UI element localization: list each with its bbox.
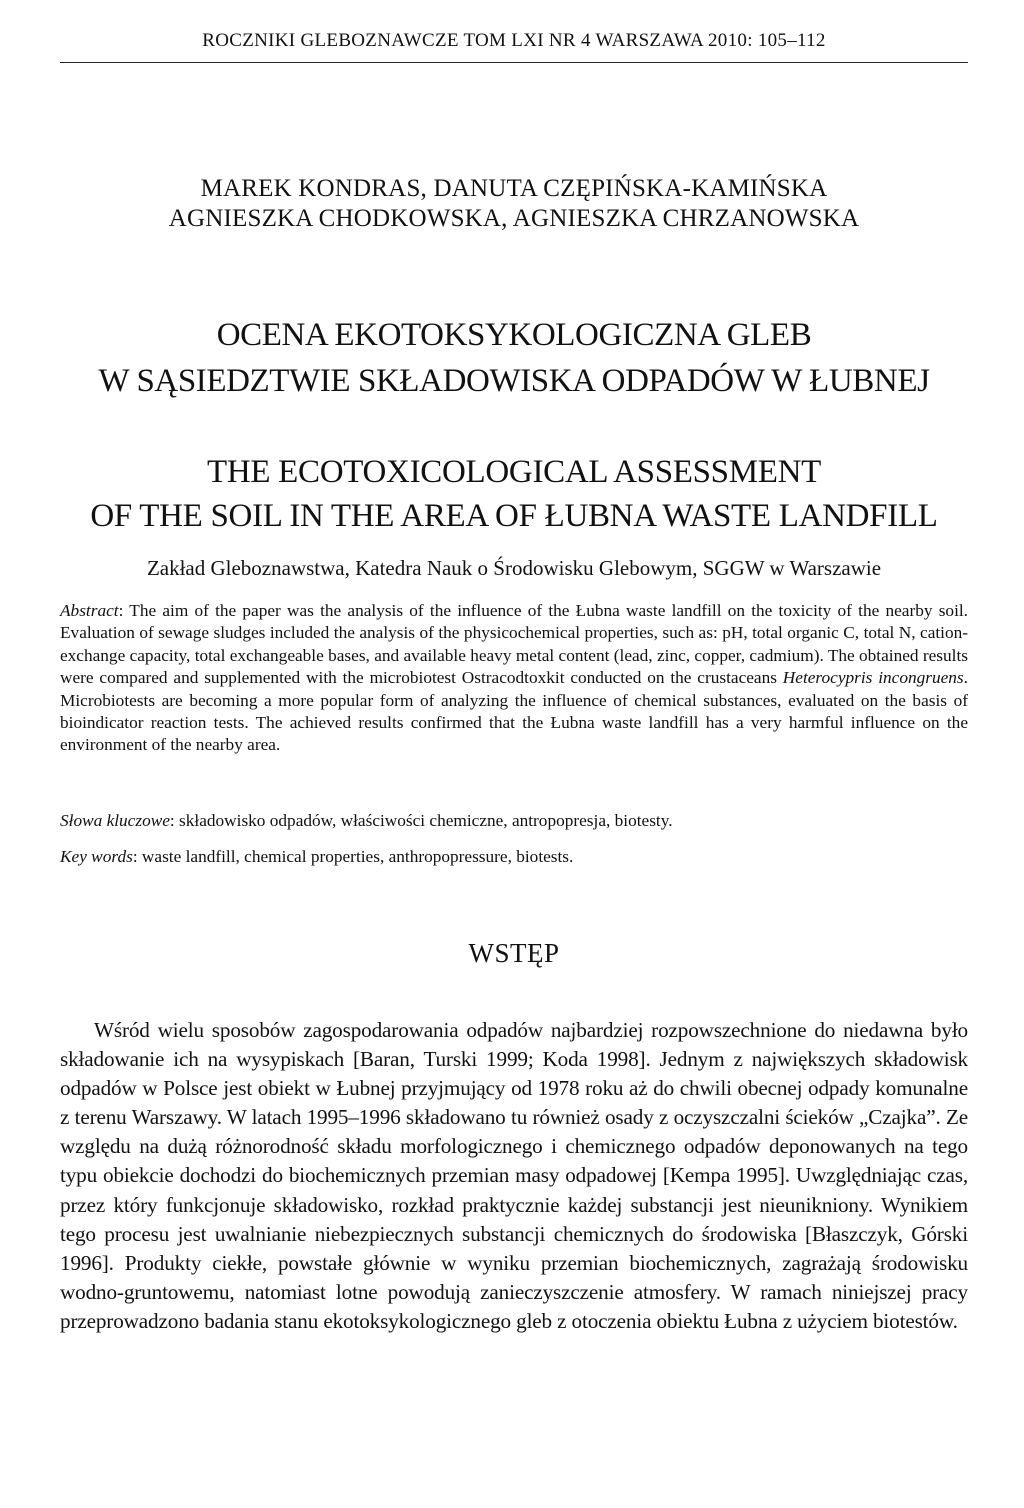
author-line-1: MAREK KONDRAS, DANUTA CZĘPIŃSKA-KAMIŃSKA bbox=[200, 175, 828, 202]
keywords-polish-label: Słowa kluczowe bbox=[60, 811, 170, 830]
abstract-text-part-1: : The aim of the paper was the analysis of the influence of the Łubna waste landfill on the toxicity of the nearby soil. Evaluation of sewage sludges included the analysis of the physicochemical properties, such as: pH, total organic C, total N, cation-exchange capacity, total exchangeable bases, and available heavy metal content (lead, zinc, copper, cadmium). The obtained results were compared and supplemented with the microbiotest Ostracodtoxkit conducted on the crustaceans bbox=[60, 601, 968, 688]
header-rule bbox=[60, 62, 968, 63]
section-heading: WSTĘP bbox=[468, 938, 560, 968]
abstract-text-part-2: . Microbiotests are becoming a more popular form of analyzing the influence of chemical substances, evaluated on the basis of bioindicator reaction tests. The achieved results confirmed that the Łubna waste landfill has a very harmful influence on the environment of the nearby area. bbox=[60, 668, 968, 755]
keywords-english-label: Key words bbox=[60, 847, 133, 866]
title-polish bbox=[40, 312, 988, 404]
author-list bbox=[60, 174, 968, 234]
keywords-english bbox=[60, 846, 968, 868]
title-polish-line-1: OCENA EKOTOKSYKOLOGICZNA GLEB bbox=[216, 317, 812, 353]
keywords-english-text: : waste landfill, chemical properties, anthropopressure, biotests. bbox=[132, 847, 574, 866]
author-line-2: AGNIESZKA CHODKOWSKA, AGNIESZKA CHRZANOWSKA bbox=[168, 205, 860, 232]
title-english-line-2: OF THE SOIL IN THE AREA OF ŁUBNA WASTE LANDFILL bbox=[90, 498, 938, 534]
title-polish-line-2: W SĄSIEDZTWIE SKŁADOWISKA ODPADÓW W ŁUBNEJ bbox=[98, 363, 930, 399]
keywords-polish bbox=[60, 810, 968, 832]
running-head: ROCZNIKI GLEBOZNAWCZE TOM LXI NR 4 WARSZAWA 2010: 105–112 bbox=[202, 30, 826, 51]
title-english-line-1: THE ECOTOXICOLOGICAL ASSESSMENT bbox=[206, 454, 822, 490]
keywords-polish-text: : składowisko odpadów, właściwości chemiczne, antropopresja, biotesty. bbox=[169, 811, 673, 830]
introduction-paragraph: Wśród wielu sposobów zagospodarowania odpadów najbardziej rozpowszechnione do niedawna było składowanie ich na wysypiskach [Baran, Turski 1999; Koda 1998]. Jednym z największych składowisk odpadów w Polsce jest obiekt w Łubnej przyjmujący od 1978 roku aż do chwili obecnej odpady komunalne z terenu Warszawy. W latach 1995–1996 składowano tu również osady z oczyszczalni ścieków „Czajka”. Ze względu na dużą różnorodność składu morfologicznego i chemicznego odpadów deponowanych na tego typu obiekcie dochodzi do biochemicznych przemian masy odpadowej [Kempa 1995]. Uwzględniając czas, przez który funkcjonuje składowisko, rozkład praktycznie każdej substancji jest nieunikniony. Wynikiem tego procesu jest uwalnianie niebezpiecznych substancji chemicznych do środowiska [Błaszczyk, Górski 1996]. Produkty ciekłe, powstałe głównie w wyniku przemian biochemicznych, zagrażają środowisku wodno-gruntowemu, natomiast lotne powodują zanieczyszczenie atmosfery. W ramach niniejszej pracy przeprowadzono badania stanu ekotoksykologicznego gleb z otoczenia obiektu Łubna z użyciem biotestów. bbox=[60, 1018, 968, 1333]
abstract-species-name: Heterocypris incongruens bbox=[782, 668, 964, 688]
title-english bbox=[40, 450, 988, 538]
abstract bbox=[60, 600, 968, 757]
affiliation: Zakład Gleboznawstwa, Katedra Nauk o Środowisku Glebowym, SGGW w Warszawie bbox=[146, 556, 882, 580]
abstract-label: Abstract bbox=[60, 601, 119, 620]
